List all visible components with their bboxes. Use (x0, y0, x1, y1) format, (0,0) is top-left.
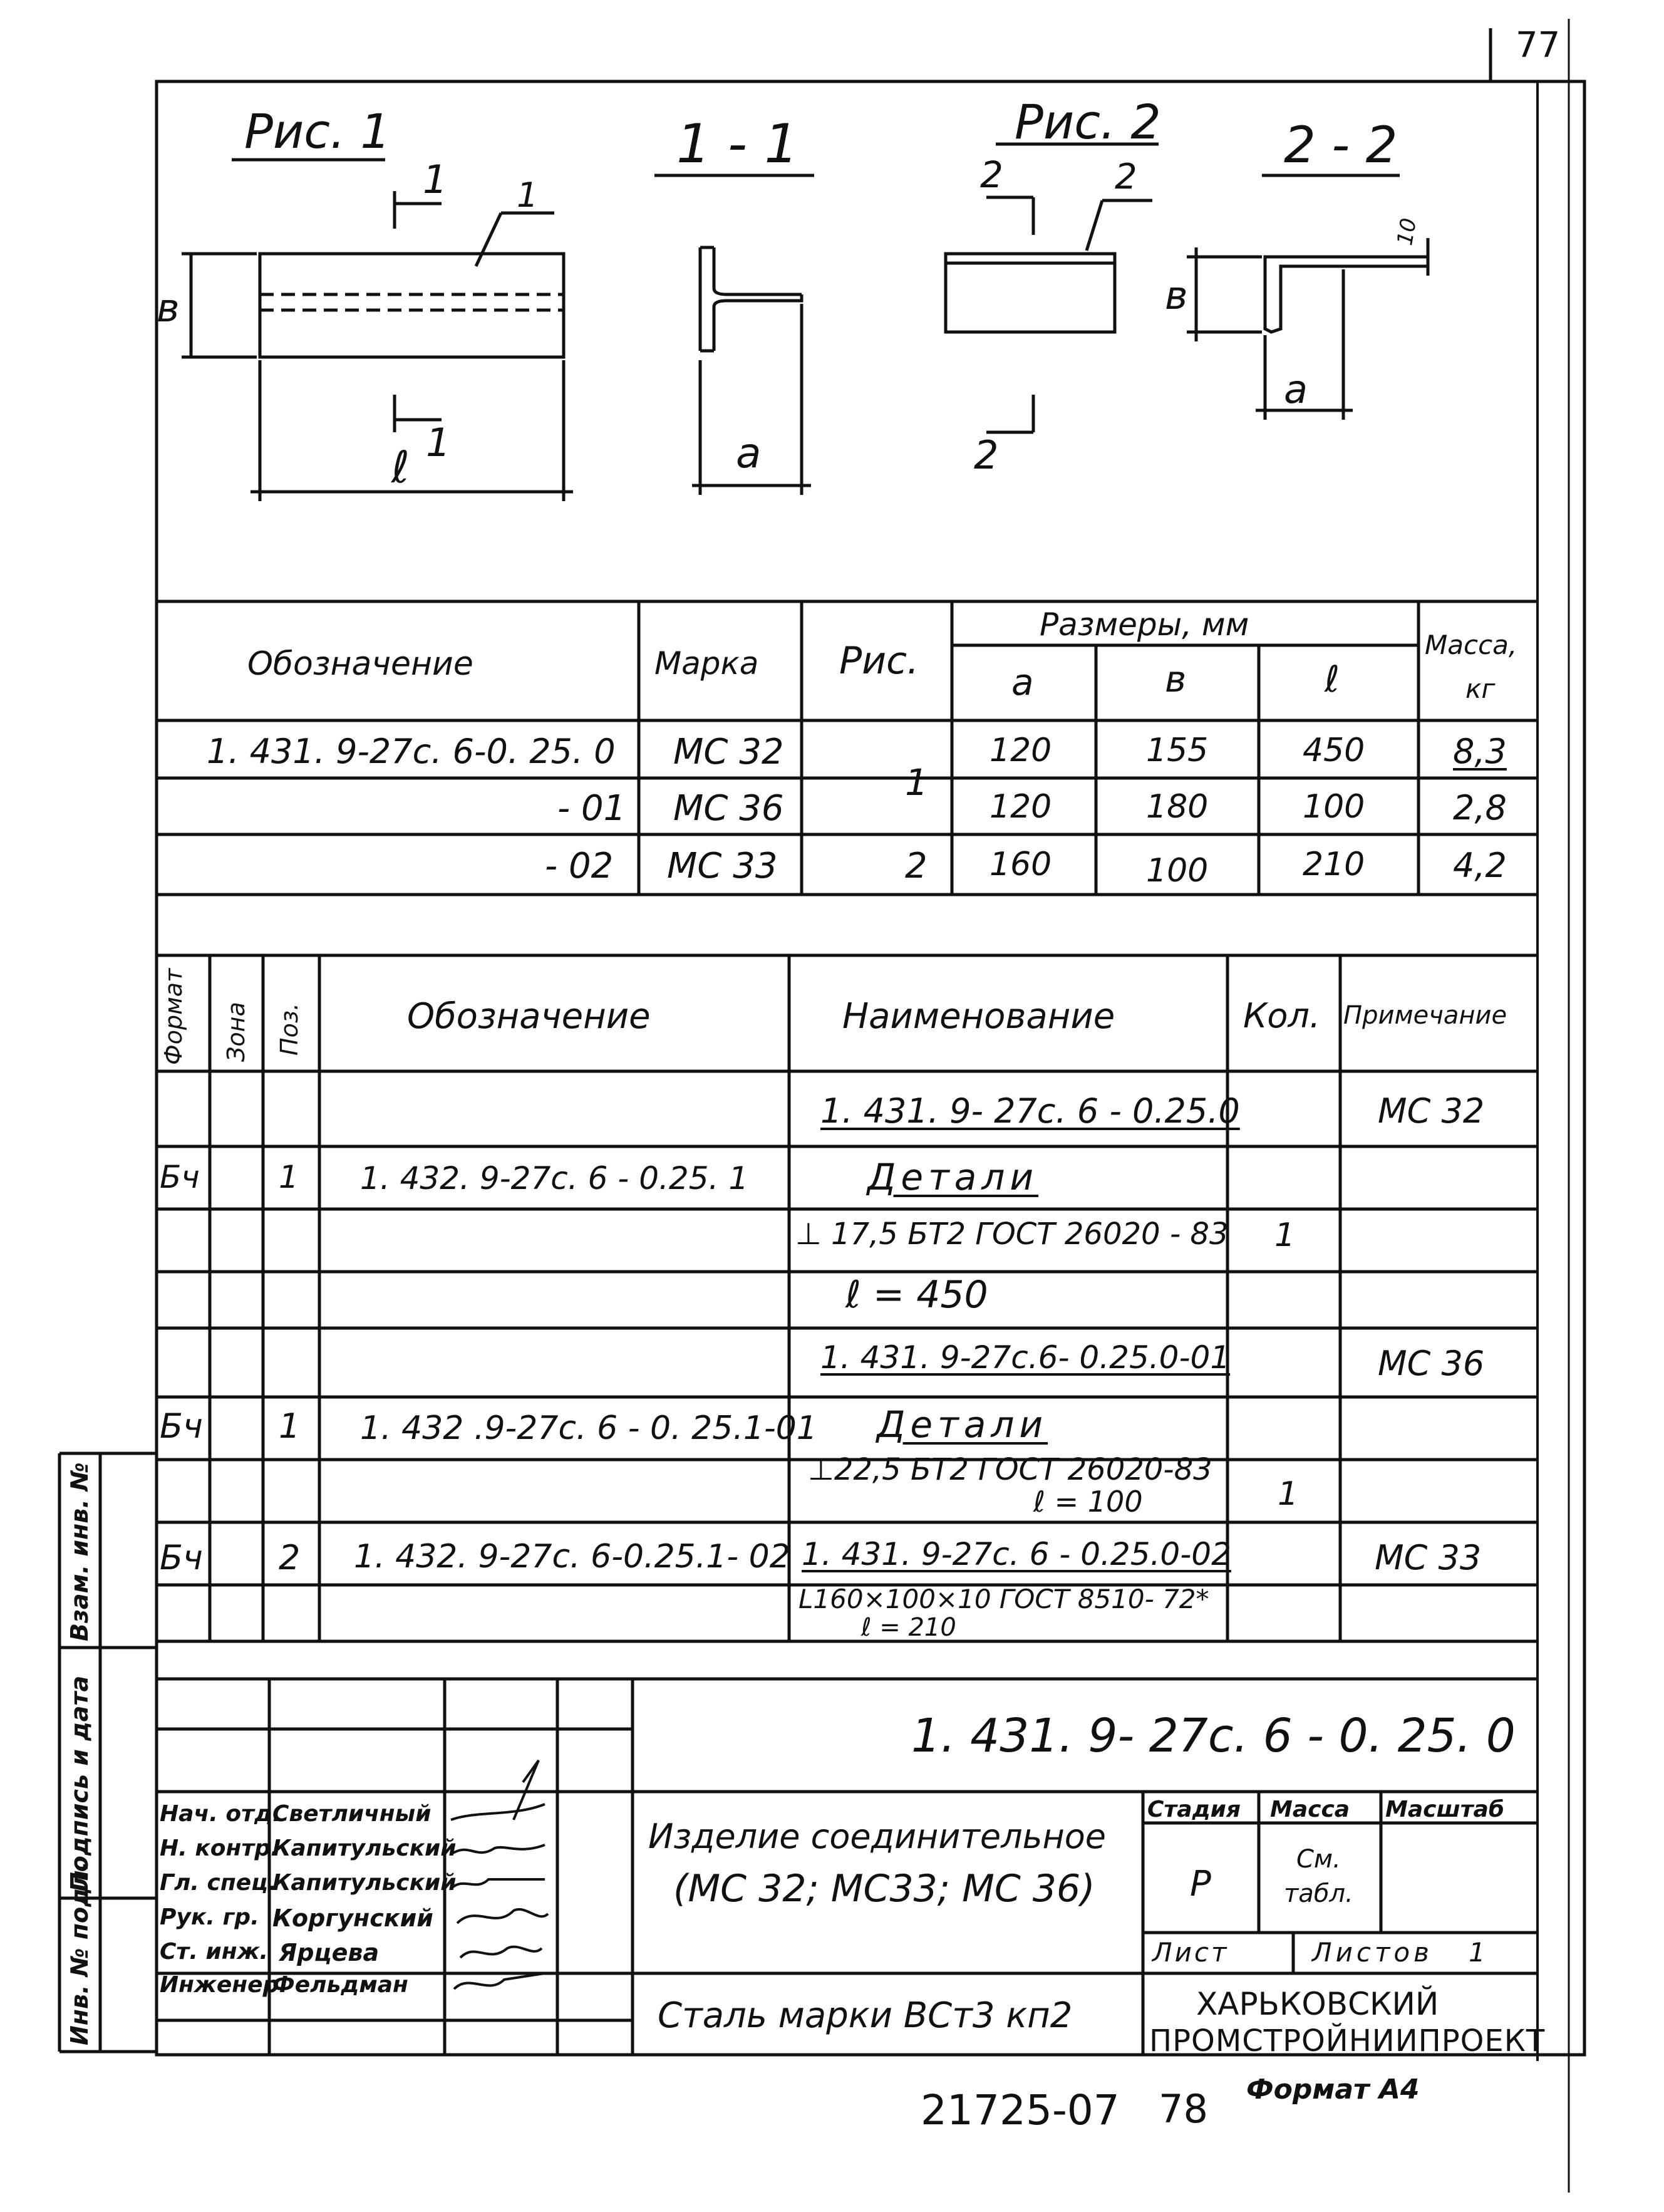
spec-row-name: 1. 431. 9-27c. 6 - 0.25.0-02 (802, 1536, 1231, 1572)
spec-row-format: Бч (160, 1406, 203, 1446)
fig1-cut-label-top: 1 (423, 157, 448, 202)
dim-row-l: 450 (1303, 732, 1365, 769)
dim-fig-merged: 1 (905, 761, 928, 804)
title-person: Капитульский (272, 1836, 457, 1861)
spec-row-name: Детали (877, 1403, 1048, 1446)
fig1-b-label: в (157, 285, 180, 331)
footer-page: 78 (1159, 2086, 1208, 2132)
spec-header-designation: Обозначение (407, 996, 651, 1037)
dim-row-mark: МС 33 (667, 846, 778, 886)
dim-header-l: ℓ (1325, 658, 1340, 700)
spec-row-note: МС 33 (1375, 1538, 1482, 1577)
title-org-1: ХАРЬКОВСКИЙ (1196, 1986, 1439, 2022)
title-person: Ярцева (279, 1939, 380, 1966)
dim-row-a: 120 (990, 732, 1052, 769)
dim-header-mass-unit: кг (1465, 673, 1496, 704)
title-product-name-2: (МС 32; МС33; МС 36) (673, 1867, 1095, 1911)
spec-header-note: Примечание (1343, 1001, 1507, 1030)
title-product-name-1: Изделие соединительное (648, 1817, 1107, 1856)
dim-header-mass: Масса, (1425, 630, 1517, 660)
spec-row-name-2: ℓ = 100 (1033, 1485, 1143, 1519)
dim-header-b: в (1165, 658, 1187, 700)
title-stage-value: Р (1190, 1864, 1211, 1904)
spec-row-name: 1. 431. 9- 27c. 6 - 0.25.0 (820, 1091, 1240, 1131)
fig1-l-label: ℓ (391, 442, 410, 493)
title-mass-label: Масса (1270, 1797, 1350, 1822)
title-role: Гл. спец. (160, 1870, 277, 1896)
dim-row-b: 155 (1146, 732, 1209, 769)
section-1-1-title: 1 - 1 (676, 113, 799, 175)
dim-header-mark: Марка (654, 645, 759, 682)
title-doc-code: 1. 431. 9- 27c. 6 - 0. 25. 0 (911, 1709, 1516, 1763)
section-2-2-title: 2 - 2 (1284, 116, 1398, 174)
spec-header-zone: Зона (222, 1002, 250, 1062)
title-scale-label: Масштаб (1385, 1797, 1504, 1822)
spec-header-pos: Поз. (276, 1002, 303, 1056)
spec-row-designation: 1. 432. 9-27c. 6 - 0.25. 1 (360, 1160, 749, 1197)
spec-row-name-2: ℓ = 210 (861, 1613, 956, 1642)
fig2-leader-label: 2 (1115, 157, 1137, 197)
spec-row-note: МС 36 (1378, 1344, 1485, 1383)
fig2-title: Рис. 2 (1015, 94, 1161, 150)
spec-row-pos: 1 (279, 1159, 299, 1195)
footer-format: Формат А4 (1246, 2074, 1420, 2106)
spec-row-designation: 1. 432. 9-27c. 6-0.25.1- 02 (354, 1538, 790, 1576)
spec-row-name: 1. 431. 9-27c.6- 0.25.0-01 (820, 1339, 1231, 1376)
spec-row-note: МС 32 (1378, 1091, 1485, 1131)
dim-header-a: a (1011, 661, 1034, 704)
fig2-cut-label-bottom: 2 (974, 432, 999, 478)
title-mass-value-1: См. (1296, 1845, 1341, 1874)
title-person: Коргунский (272, 1904, 433, 1932)
dim-row-designation: - 01 (557, 788, 626, 829)
spec-row-pos: 2 (279, 1538, 301, 1577)
dim-row-mark: МС 32 (673, 732, 784, 772)
spec-row-qty: 1 (1278, 1475, 1299, 1513)
spec-header-name: Наименование (842, 996, 1115, 1037)
dim-row-mass: 4,2 (1453, 846, 1507, 885)
dim-header-sizes: Размеры, мм (1040, 606, 1249, 643)
title-role: Нач. отд. (160, 1801, 281, 1827)
dim-row-fig: 2 (905, 846, 928, 886)
title-role: Рук. гр. (160, 1904, 259, 1930)
fig1-cut-label-bottom: 1 (426, 420, 451, 465)
title-org-2: ПРОМСТРОЙНИИПРОЕКТ (1149, 2023, 1546, 2059)
side-stamp-sign-date: Подпись и дата (66, 1675, 93, 1892)
title-stage-label: Стадия (1147, 1797, 1241, 1822)
spec-row-pos: 1 (279, 1406, 301, 1446)
spec-row-designation: 1. 432 .9-27c. 6 - 0. 25.1-01 (360, 1410, 817, 1447)
footer-number: 21725-07 (921, 2086, 1120, 2134)
fig1-leader-label: 1 (517, 175, 539, 215)
dim-row-a: 120 (990, 788, 1052, 826)
spec-row-name: ℓ = 450 (845, 1273, 988, 1317)
section-2-2-a-label: a (1284, 366, 1308, 412)
dim-row-designation: - 02 (545, 846, 614, 886)
spec-row-name: ⊥ 17,5 БТ2 ГОСТ 26020 - 83 (795, 1217, 1229, 1252)
dim-row-l: 210 (1303, 846, 1365, 883)
title-person: Капитульский (272, 1870, 457, 1896)
dim-row-mark: МС 36 (673, 788, 784, 829)
fig2-cut-label-top: 2 (980, 153, 1003, 196)
title-person: Фельдман (272, 1972, 408, 1998)
fig1-title: Рис. 1 (244, 103, 391, 159)
dim-header-fig: Рис. (839, 639, 919, 683)
section-2-2-thickness-label: 10 (1392, 216, 1422, 247)
title-role: Инженер (160, 1972, 279, 1998)
spec-row-qty: 1 (1274, 1217, 1296, 1254)
dim-row-mass: 8,3 (1453, 732, 1507, 771)
spec-row-name: L160×100×10 ГОСТ 8510- 72* (798, 1584, 1209, 1614)
dim-row-b: 100 (1146, 852, 1209, 890)
side-stamp-inv-orig: Инв. № подл. (66, 1861, 93, 2045)
spec-header-qty: Кол. (1243, 996, 1321, 1036)
spec-header-format: Формат (160, 968, 187, 1065)
title-role: Н. контр. (160, 1836, 279, 1861)
title-sheets-value: 1 (1469, 1937, 1486, 1968)
spec-row-name: ⊥22,5 БТ2 ГОСТ 26020-83 (808, 1452, 1212, 1487)
dim-row-designation: 1. 431. 9-27c. 6-0. 25. 0 (207, 732, 616, 771)
dim-row-mass: 2,8 (1453, 788, 1507, 828)
spec-row-format: Бч (160, 1159, 200, 1195)
side-stamp-inv-sub: Взам. инв. № (66, 1462, 93, 1641)
sheet-number-top: 77 (1516, 25, 1561, 66)
spec-row-name: Детали (867, 1156, 1039, 1198)
section-1-1-a-label: a (736, 429, 762, 477)
title-material: Сталь марки ВСт3 кп2 (658, 1995, 1073, 2036)
title-sheet-label: Лист (1152, 1937, 1229, 1968)
title-sheets-label: Листов (1312, 1937, 1433, 1968)
title-person: Светличный (272, 1801, 432, 1827)
dim-row-b: 180 (1146, 788, 1209, 826)
title-mass-value-2: табл. (1284, 1879, 1353, 1908)
dim-row-a: 160 (990, 846, 1052, 883)
dim-header-designation: Обозначение (247, 645, 473, 683)
spec-row-format: Бч (160, 1538, 203, 1577)
section-2-2-b-label: в (1165, 273, 1188, 318)
title-role: Ст. инж. (160, 1939, 269, 1965)
dim-row-l: 100 (1303, 788, 1365, 826)
